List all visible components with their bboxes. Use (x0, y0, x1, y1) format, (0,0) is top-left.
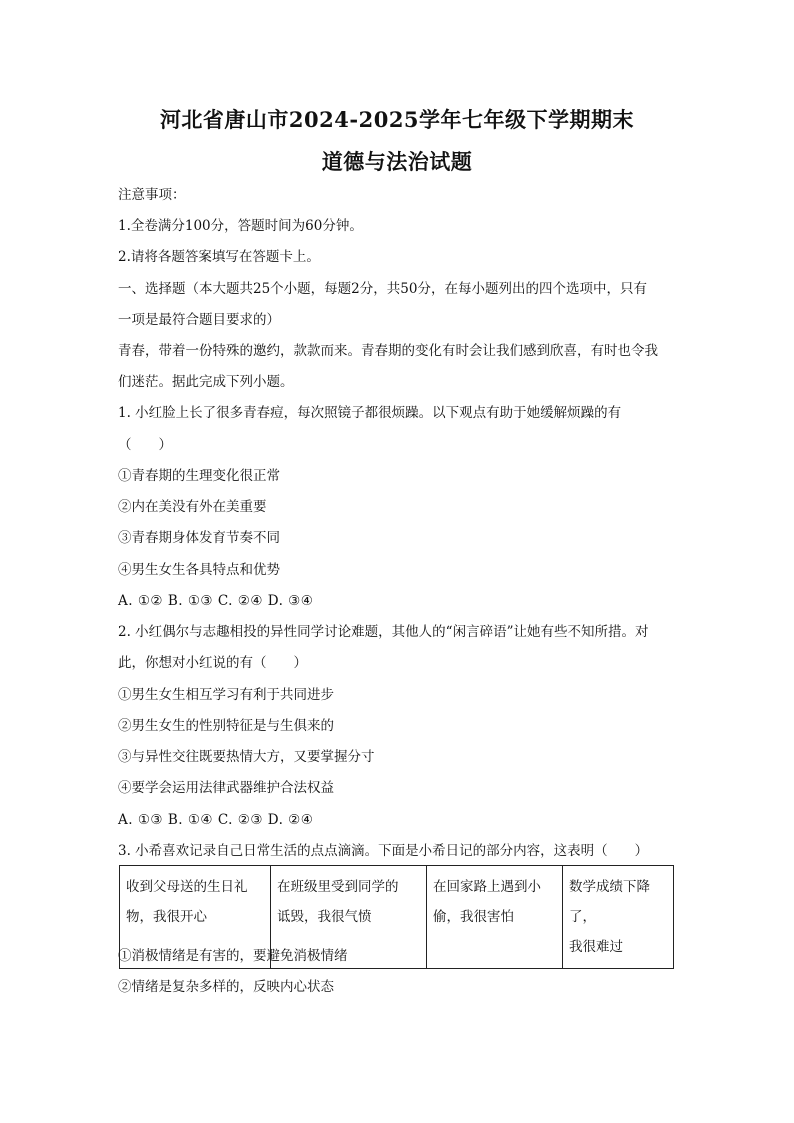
intro-text-cont: 们迷茫。据此完成下列小题。 (118, 374, 294, 390)
question-2-statement: ①男生女生相互学习有利于共同进步 (118, 687, 334, 703)
question-2-statement: ②男生女生的性别特征是与生俱来的 (118, 718, 334, 734)
notice-item-1: 1.全卷满分100分，答题时间为60分钟。 (118, 218, 363, 234)
question-1-statement: ②内在美没有外在美重要 (118, 499, 267, 515)
exam-title: 河北省唐山市2024-2025学年七年级下学期期末 (159, 107, 635, 132)
intro-text: 青春，带着一份特殊的邀约，款款而来。青春期的变化有时会让我们感到欣喜，有时也令我 (118, 343, 658, 359)
question-3-statement: ①消极情绪是有害的，要避免消极情绪 (118, 948, 348, 964)
section-heading-cont: 一项是最符合题目要求的） (118, 312, 280, 328)
table-cell: 在回家路上遇到小 偷，我很害怕 (427, 866, 563, 969)
question-2-options: A. ①③ B. ①④ C. ②③ D. ②④ (118, 812, 314, 828)
question-2-statement: ③与异性交往既要热情大方，又要掌握分寸 (118, 749, 375, 765)
question-2-stem-cont: 此，你想对小红说的有（ ） (118, 655, 307, 671)
question-1-bracket: （ ） (118, 437, 172, 453)
table-cell: 收到父母送的生日礼 物，我很开心 (120, 866, 271, 969)
notice-heading: 注意事项： (118, 187, 186, 203)
table-cell: 数学成绩下降了， 我很难过 (563, 866, 674, 969)
question-1-statement: ④男生女生各具特点和优势 (118, 562, 280, 578)
question-1-options: A. ①② B. ①③ C. ②④ D. ③④ (118, 593, 314, 609)
question-2-stem: 2. 小红偶尔与志趣相投的异性同学讨论难题，其他人的“闲言碎语”让她有些不知所措。对 (118, 624, 649, 640)
question-2-statement: ④要学会运用法律武器维护合法权益 (118, 780, 334, 796)
question-3-statement: ②情绪是复杂多样的，反映内心状态 (118, 979, 334, 995)
question-1-statement: ③青春期身体发育节奏不同 (118, 530, 280, 546)
question-3-stem: 3. 小希喜欢记录自己日常生活的点点滴滴。下面是小希日记的部分内容，这表明（ ） (118, 843, 649, 859)
question-1-statement: ①青春期的生理变化很正常 (118, 468, 280, 484)
section-heading: 一、选择题（本大题共25个小题，每题2分，共50分，在每小题列出的四个选项中，只有 (118, 281, 647, 297)
notice-item-2: 2.请将各题答案填写在答题卡上。 (118, 249, 320, 265)
table-cell: 在班级里受到同学的 诋毁，我很气愤 (271, 866, 427, 969)
exam-subtitle: 道德与法治试题 (321, 149, 473, 174)
question-1-stem: 1. 小红脸上长了很多青春痘，每次照镜子都很烦躁。以下观点有助于她缓解烦躁的有 (118, 405, 622, 421)
